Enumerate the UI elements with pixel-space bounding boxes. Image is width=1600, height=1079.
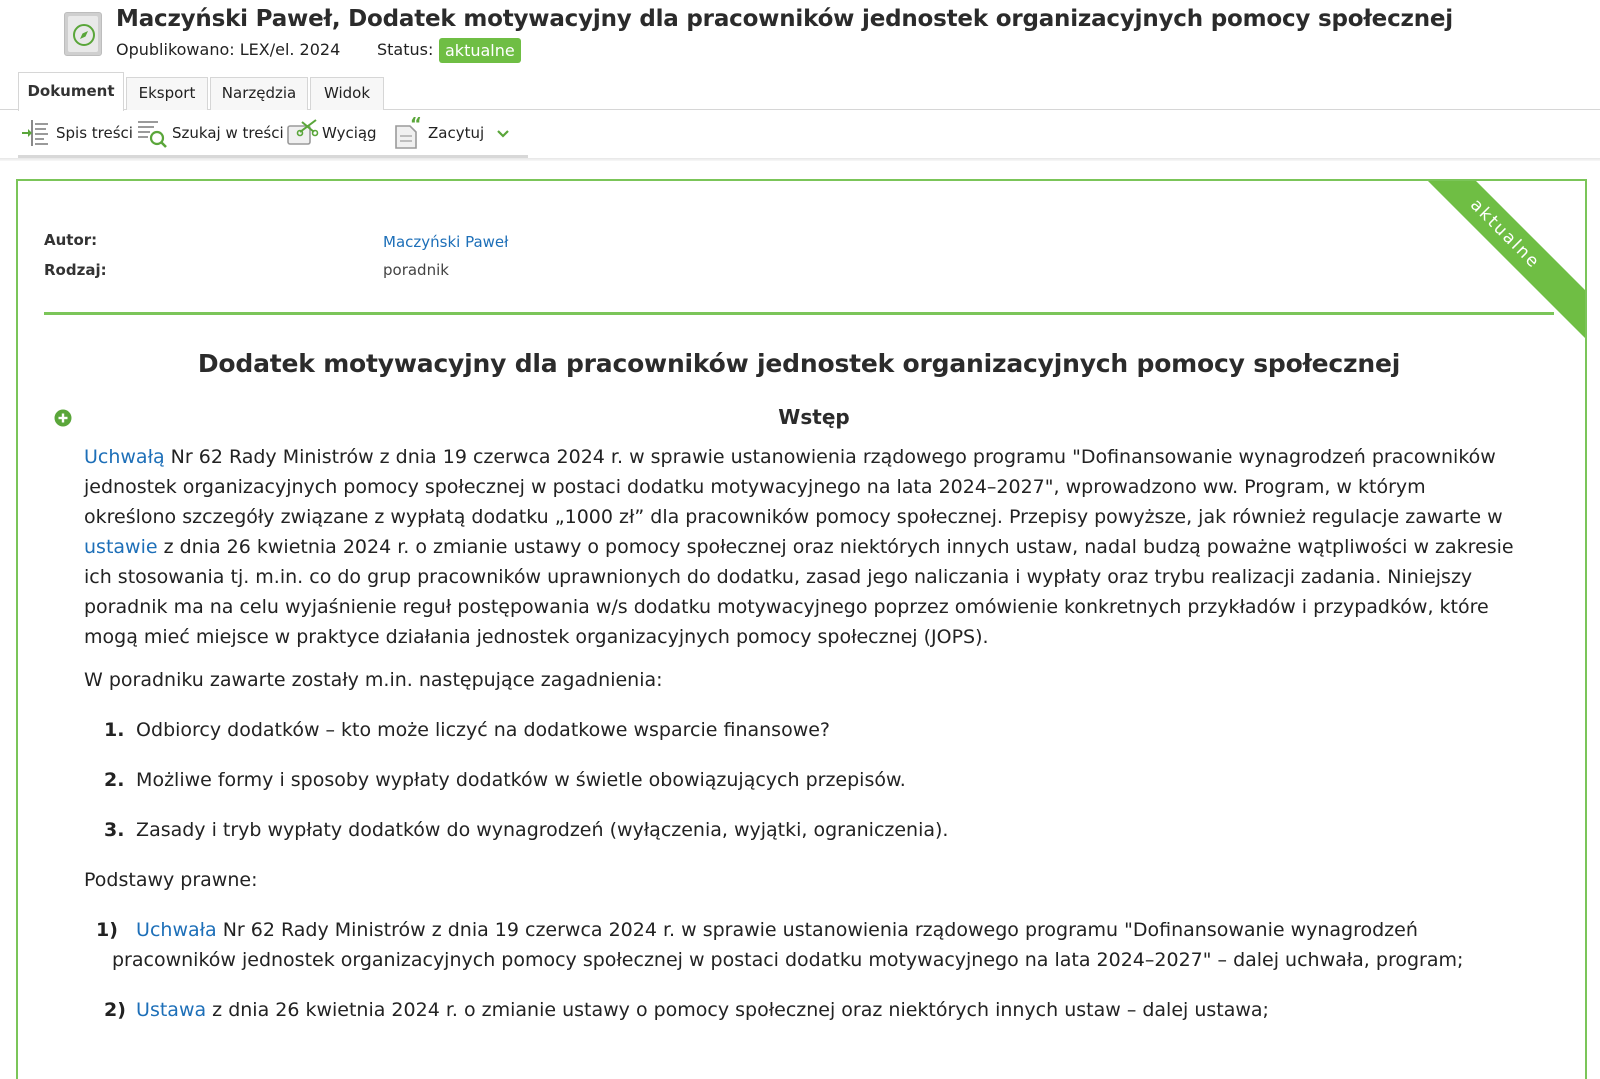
chevron-down-icon[interactable] — [496, 126, 510, 140]
list-item — [104, 765, 1524, 795]
cite-button[interactable] — [392, 116, 510, 150]
list-number: 3. — [104, 819, 125, 841]
scissors-extract-icon — [286, 116, 320, 150]
author-label: Autor: — [44, 231, 98, 249]
type-label: Rodzaj: — [44, 261, 107, 279]
compass-document-icon — [64, 12, 102, 56]
list-number: 2. — [104, 769, 125, 791]
document-title: Maczyński Paweł, Dodatek motywacyjny dla pracowników jednostek organizacyjnych pomocy społecznej — [116, 6, 1453, 32]
list-number: 1. — [104, 719, 125, 741]
toc-label: Spis treści — [56, 124, 133, 142]
document-toolbar — [18, 110, 528, 158]
list-item — [96, 915, 1484, 975]
topics-intro: W poradniku zawarte zostały m.in. następujące zagadnienia: — [84, 669, 663, 691]
resolution-link[interactable]: Uchwałą — [84, 446, 165, 468]
list-item — [104, 715, 1524, 745]
legal-act-link[interactable]: Ustawa — [136, 999, 207, 1021]
document-header — [0, 0, 1600, 68]
svg-text:“: “ — [410, 116, 422, 135]
table-of-contents-icon — [20, 116, 54, 150]
list-number: 1) — [96, 919, 118, 941]
section-heading: Wstęp — [778, 405, 850, 429]
list-text: Odbiorcy dodatków – kto może liczyć na dodatkowe wsparcie finansowe? — [136, 719, 831, 741]
list-text: Zasady i tryb wypłaty dodatków do wynagrodzeń (wyłączenia, wyjątki, ograniczenia). — [136, 819, 949, 841]
toc-button[interactable] — [20, 116, 133, 150]
status-label: Status: — [377, 40, 434, 59]
tab-narzedzia[interactable]: Narzędzia — [210, 77, 308, 110]
list-number: 2) — [104, 999, 126, 1021]
search-in-text-button[interactable] — [136, 116, 284, 150]
tab-eksport[interactable]: Eksport — [126, 77, 208, 110]
search-in-text-label: Szukaj w treści — [172, 124, 284, 142]
list-text: z dnia 26 kwietnia 2024 r. o zmianie ustawy o pomocy społecznej oraz niektórych innych ustaw – dalej ustawa; — [206, 999, 1269, 1021]
cite-label: Zacytuj — [428, 124, 485, 142]
tab-dokument[interactable]: Dokument — [18, 72, 124, 111]
list-text: Nr 62 Rady Ministrów z dnia 19 czerwca 2024 r. w sprawie ustanowienia rządowego programu "Dofinansowanie wynagrodzeń pracowników jednostek organizacyjnych pomocy społecznej w postaci dodatku motywacyjnego na lata 2024–2027" – dalej uchwała, program; — [112, 919, 1464, 971]
quote-icon — [392, 116, 426, 150]
status-ribbon: aktualne — [1387, 179, 1587, 352]
intro-text-part1: Nr 62 Rady Ministrów z dnia 19 czerwca 2024 r. w sprawie ustanowienia rządowego programu "Dofinansowanie wynagrodzeń pracowników jednostek organizacyjnych pomocy społecznej w postaci dodatku motywacyjnego na lata 2024–2027", wprowadzono ww. Program, w którym określono szczegóły związane z wypłatą dodatku „1000 zł” dla pracowników pomocy społecznej. Przepisy powyższe, jak również regulacje zawarte w — [84, 446, 1503, 528]
document-heading: Dodatek motywacyjny dla pracowników jednostek organizacyjnych pomocy społecznej — [197, 349, 1401, 378]
status-badge: aktualne — [439, 38, 521, 63]
toolbar-separator — [0, 158, 1600, 161]
list-item — [104, 815, 1524, 845]
extract-button[interactable] — [286, 116, 377, 150]
intro-paragraph — [84, 442, 1514, 652]
list-text: Możliwe formy i sposoby wypłaty dodatków w świetle obowiązujących przepisów. — [136, 769, 906, 791]
search-in-text-icon — [136, 116, 170, 150]
published-info: Opublikowano: LEX/el. 2024 — [116, 40, 341, 59]
meta-divider — [44, 312, 1554, 315]
extract-label: Wyciąg — [322, 124, 377, 142]
intro-text-part2: z dnia 26 kwietnia 2024 r. o zmianie ustawy o pomocy społecznej oraz niektórych innych ustaw, nadal budzą poważne wątpliwości w zakresie ich stosowania tj. m.in. co do grup pracowników uprawnionych do dodatku, zasad jego naliczania i wypłaty oraz trybu realizacji zadania. Niniejszy poradnik ma na celu wyjaśnienie reguł postępowania w/s dodatku motywacyjnego poprzez omówienie konkretnych przykładów i przypadków, które mogą mieć miejsce w praktyce działania jednostek organizacyjnych pomocy społecznej (JOPS). — [84, 536, 1514, 648]
tab-widok[interactable]: Widok — [310, 77, 384, 110]
list-item — [104, 995, 1524, 1025]
act-link[interactable]: ustawie — [84, 536, 158, 558]
type-value: poradnik — [383, 261, 449, 279]
legal-basis-intro: Podstawy prawne: — [84, 869, 258, 891]
author-link[interactable]: Maczyński Paweł — [383, 233, 509, 251]
legal-resolution-link[interactable]: Uchwała — [136, 919, 217, 941]
document-frame — [16, 179, 1587, 1079]
